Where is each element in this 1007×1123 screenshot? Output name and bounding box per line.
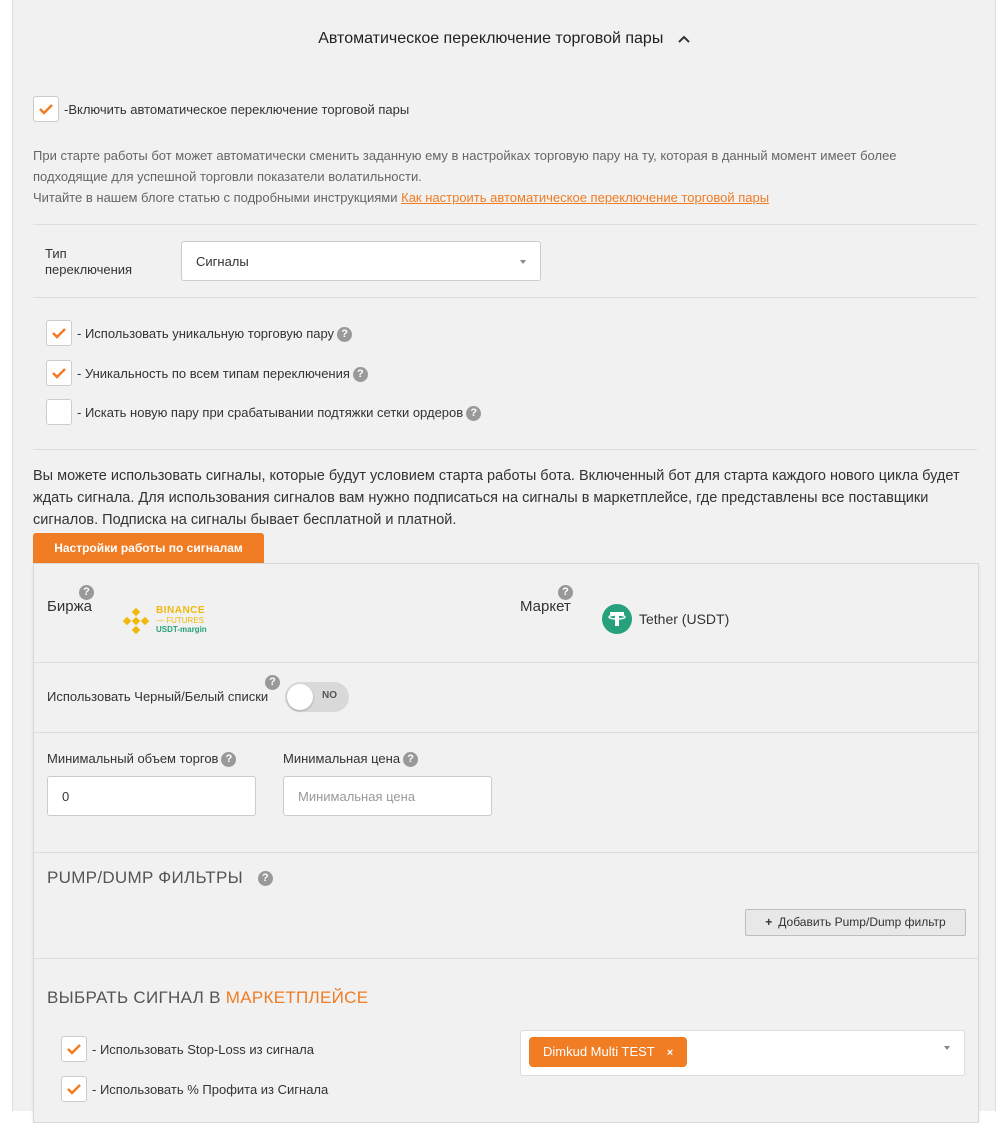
toggle-state-text: NO — [322, 690, 337, 701]
checkmark-icon — [52, 327, 66, 339]
pump-dump-title — [47, 868, 273, 888]
switch-type-value: Сигналы — [196, 254, 249, 269]
divider — [34, 958, 978, 959]
question-circle-icon[interactable]: ? — [353, 367, 368, 382]
unique-all-types-checkbox[interactable] — [46, 360, 72, 386]
use-stoploss-label: - Использовать Stop-Loss из сигнала — [92, 1042, 314, 1057]
divider — [33, 224, 977, 225]
question-circle-icon[interactable]: ? — [403, 752, 418, 767]
divider — [34, 852, 978, 853]
question-circle-icon[interactable]: ? — [258, 871, 273, 886]
logo-text-futures: — FUTURES — [156, 616, 204, 625]
blog-article-link[interactable]: Как настроить автоматическое переключение торговой пары — [401, 190, 770, 205]
use-stoploss-checkbox[interactable] — [61, 1036, 87, 1062]
unique-pair-text: - Использовать уникальную торговую пару — [77, 326, 335, 341]
plus-icon: + — [765, 915, 773, 929]
grid-pullup-text: - Искать новую пару при срабатывании подтяжки сетки ордеров — [77, 405, 464, 420]
market-value: Tether (USDT) — [639, 611, 730, 627]
bw-list-toggle[interactable] — [285, 682, 349, 712]
selected-signal-label: Dimkud Multi TEST — [543, 1044, 655, 1059]
section-header[interactable] — [13, 30, 995, 48]
switch-type-label: Тип переключения — [45, 246, 133, 277]
use-profit-checkbox[interactable] — [61, 1076, 87, 1102]
exchange-label: Биржа — [47, 598, 92, 615]
use-profit-label: - Использовать % Профита из Сигнала — [92, 1082, 329, 1097]
logo-text-binance: BINANCE — [156, 605, 206, 616]
binance-futures-logo — [122, 605, 222, 637]
add-pump-dump-filter-label: Добавить Pump/Dump фильтр — [778, 915, 946, 929]
description-blog-text: Читайте в нашем блоге статью с подробными инструкциями — [33, 190, 402, 205]
auto-switch-description — [33, 145, 963, 208]
bw-list-label: Использовать Черный/Белый списки — [47, 689, 269, 704]
min-volume-input[interactable] — [47, 776, 256, 816]
description-blog-line — [33, 187, 963, 208]
min-volume-value: 0 — [62, 789, 70, 804]
min-price-placeholder: Минимальная цена — [298, 789, 416, 804]
signals-settings-panel — [33, 563, 979, 1123]
tether-icon — [602, 604, 632, 634]
section-title: Автоматическое переключение торговой пары — [318, 30, 664, 48]
unique-pair-label — [77, 326, 352, 342]
marketplace-title-link[interactable]: МАРКЕТПЛЕЙСЕ — [225, 988, 369, 1007]
divider — [34, 662, 978, 663]
question-circle-icon[interactable]: ? — [337, 327, 352, 342]
description-text: При старте работы бот может автоматически сменить заданную ему в настройках торговую пару на ту, которая в данный момент имеет более подходящие для успешной торговли показатели волатильности. — [33, 148, 897, 184]
signals-description: Вы можете использовать сигналы, которые будут условием старта работы бота. Включенный бот для старта каждого нового цикла будет ждать сигнала. Для использования сигналов вам нужно подписаться на сигналы в маркетплейсе, где представлены все поставщики сигналов. Подписка на сигналы бывает бесплатной и платной. — [33, 468, 960, 528]
divider — [33, 297, 977, 298]
settings-panel — [12, 0, 996, 1111]
min-price-input[interactable] — [283, 776, 492, 816]
close-icon[interactable]: × — [666, 1047, 674, 1059]
market-label: Маркет — [520, 598, 571, 615]
question-circle-icon[interactable]: ? — [466, 406, 481, 421]
caret-down-icon — [944, 1046, 950, 1050]
toggle-knob — [287, 684, 313, 710]
signal-select[interactable] — [520, 1030, 965, 1076]
switch-type-select[interactable] — [181, 241, 541, 281]
min-price-text: Минимальная цена — [283, 751, 401, 766]
question-circle-icon[interactable]: ? — [221, 752, 236, 767]
divider — [33, 449, 977, 450]
unique-all-types-label — [77, 366, 368, 382]
question-circle-icon[interactable]: ? — [558, 585, 573, 600]
signals-settings-tab[interactable]: Настройки работы по сигналам — [33, 533, 264, 564]
checkmark-icon — [67, 1083, 81, 1095]
grid-pullup-label — [77, 405, 481, 421]
min-volume-label — [47, 751, 236, 767]
grid-pullup-checkbox[interactable] — [46, 399, 72, 425]
auto-switch-checkbox[interactable] — [33, 96, 59, 122]
question-circle-icon[interactable]: ? — [79, 585, 94, 600]
chevron-up-icon[interactable] — [678, 30, 690, 48]
min-price-label — [283, 751, 418, 767]
unique-pair-checkbox[interactable] — [46, 320, 72, 346]
checkmark-icon — [67, 1043, 81, 1055]
checkmark-icon — [39, 103, 53, 115]
auto-switch-label: -Включить автоматическое переключение торговой пары — [64, 102, 410, 117]
pump-dump-title-text: PUMP/DUMP ФИЛЬТРЫ — [47, 868, 243, 887]
marketplace-title — [47, 988, 368, 1008]
selected-signal-tag — [529, 1037, 687, 1067]
question-circle-icon[interactable]: ? — [265, 675, 280, 690]
caret-down-icon — [520, 260, 526, 264]
add-pump-dump-filter-button[interactable] — [745, 909, 966, 936]
marketplace-title-prefix: ВЫБРАТЬ СИГНАЛ В — [47, 988, 226, 1007]
min-volume-text: Минимальный объем торгов — [47, 751, 219, 766]
unique-all-types-text: - Уникальность по всем типам переключения — [77, 366, 350, 381]
checkmark-icon — [52, 367, 66, 379]
divider — [34, 732, 978, 733]
logo-text-margin: USDT-margin — [156, 625, 207, 634]
